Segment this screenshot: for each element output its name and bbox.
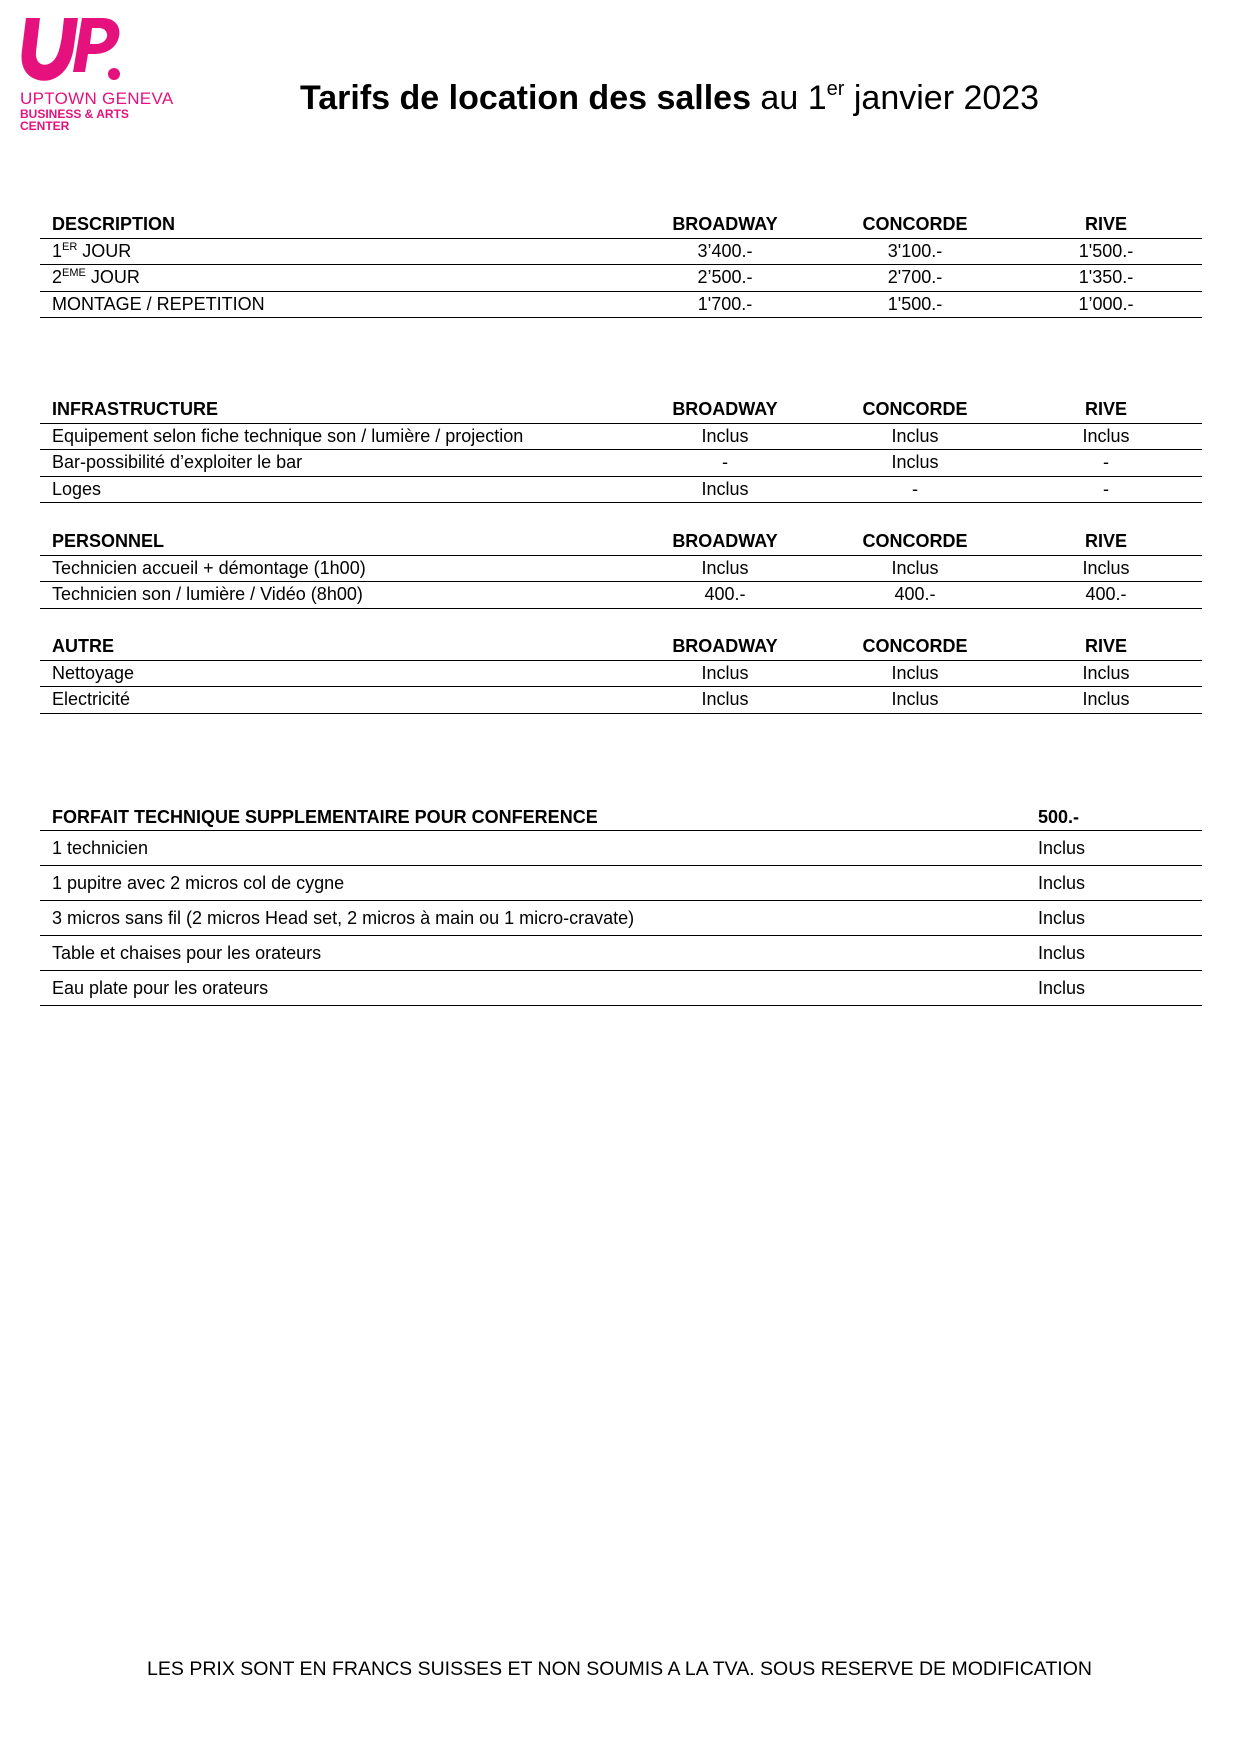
cell-broadway: 1'700.- (630, 291, 820, 318)
cell-broadway: 2’500.- (630, 265, 820, 292)
row-label: Nettoyage (40, 660, 630, 687)
row-label: MONTAGE / REPETITION (40, 291, 630, 318)
cell-rive: Inclus (1010, 423, 1202, 450)
col-header-concorde: CONCORDE (820, 529, 1010, 555)
col-header-broadway: BROADWAY (630, 397, 820, 423)
title-bold: Tarifs de location des salles (300, 79, 751, 117)
row-label: Loges (40, 476, 630, 503)
col-header-concorde: CONCORDE (820, 397, 1010, 423)
cell-concorde: 2'700.- (820, 265, 1010, 292)
row-label: Electricité (40, 687, 630, 714)
col-header-broadway: BROADWAY (630, 212, 820, 238)
cell-broadway: 3’400.- (630, 238, 820, 265)
table-header-row (40, 212, 1202, 238)
infrastructure-table (40, 397, 1202, 503)
table-row (40, 687, 1202, 714)
cell-rive: 1'500.- (1010, 238, 1202, 265)
table-row (40, 291, 1202, 318)
logo-text-line1: UPTOWN GENEVA (20, 89, 174, 108)
cell-broadway: Inclus (630, 687, 820, 714)
cell-rive: 400.- (1010, 582, 1202, 609)
col-header-broadway: BROADWAY (630, 634, 820, 660)
cell-value: Inclus (1006, 936, 1202, 971)
table-header-row (40, 634, 1202, 660)
row-label: 1 technicien (40, 831, 1006, 866)
personnel-table (40, 529, 1202, 609)
table-row (40, 831, 1202, 866)
table-header-row (40, 804, 1202, 831)
cell-concorde: Inclus (820, 555, 1010, 582)
cell-rive: Inclus (1010, 555, 1202, 582)
cell-broadway: 400.- (630, 582, 820, 609)
forfait-price: 500.- (1006, 804, 1202, 831)
table-row (40, 936, 1202, 971)
title-rest-b: janvier 2023 (844, 79, 1040, 117)
cell-value: Inclus (1006, 901, 1202, 936)
footer-note: LES PRIX SONT EN FRANCS SUISSES ET NON SOUMIS A LA TVA. SOUS RESERVE DE MODIFICATION (147, 1658, 1092, 1680)
cell-concorde: Inclus (820, 660, 1010, 687)
autre-table (40, 634, 1202, 714)
col-header-broadway: BROADWAY (630, 529, 820, 555)
title-superscript: er (826, 78, 845, 100)
row-label: Technicien accueil + démontage (1h00) (40, 555, 630, 582)
cell-concorde: Inclus (820, 687, 1010, 714)
cell-concorde: 1'500.- (820, 291, 1010, 318)
col-header-description: DESCRIPTION (40, 212, 630, 238)
uptown-geneva-logo (18, 12, 208, 132)
title-rest-a: au 1 (750, 79, 827, 117)
col-header-autre: AUTRE (40, 634, 630, 660)
cell-value: Inclus (1006, 866, 1202, 901)
cell-concorde: Inclus (820, 450, 1010, 477)
cell-concorde: Inclus (820, 423, 1010, 450)
cell-value: Inclus (1006, 831, 1202, 866)
table-row (40, 423, 1202, 450)
cell-broadway: Inclus (630, 555, 820, 582)
up-logo-mark-icon (18, 12, 128, 92)
col-header-concorde: CONCORDE (820, 634, 1010, 660)
table-row (40, 901, 1202, 936)
col-header-rive: RIVE (1010, 212, 1202, 238)
row-label: Bar-possibilité d’exploiter le bar (40, 450, 630, 477)
table-row (40, 238, 1202, 265)
forfait-table (40, 804, 1202, 1006)
col-header-personnel: PERSONNEL (40, 529, 630, 555)
cell-broadway: Inclus (630, 423, 820, 450)
col-header-concorde: CONCORDE (820, 212, 1010, 238)
row-label: Table et chaises pour les orateurs (40, 936, 1006, 971)
cell-rive: - (1010, 476, 1202, 503)
logo-text-line3: CENTER (20, 119, 70, 133)
table-row (40, 582, 1202, 609)
cell-concorde: - (820, 476, 1010, 503)
col-header-rive: RIVE (1010, 634, 1202, 660)
cell-broadway: Inclus (630, 660, 820, 687)
col-header-infrastructure: INFRASTRUCTURE (40, 397, 630, 423)
table-header-row (40, 529, 1202, 555)
cell-rive: Inclus (1010, 687, 1202, 714)
table-row (40, 450, 1202, 477)
row-label: 2EME JOUR (40, 265, 630, 292)
cell-broadway: Inclus (630, 476, 820, 503)
cell-value: Inclus (1006, 971, 1202, 1006)
cell-concorde: 3'100.- (820, 238, 1010, 265)
row-label: 3 micros sans fil (2 micros Head set, 2 micros à main ou 1 micro-cravate) (40, 901, 1006, 936)
cell-rive: 1’000.- (1010, 291, 1202, 318)
table-row (40, 555, 1202, 582)
table-header-row (40, 397, 1202, 423)
cell-broadway: - (630, 450, 820, 477)
cell-concorde: 400.- (820, 582, 1010, 609)
row-label: Technicien son / lumière / Vidéo (8h00) (40, 582, 630, 609)
logo-text-line2: BUSINESS & ARTS (20, 107, 129, 121)
table-row (40, 265, 1202, 292)
cell-rive: - (1010, 450, 1202, 477)
table-row (40, 971, 1202, 1006)
row-label: Equipement selon fiche technique son / lumière / projection (40, 423, 630, 450)
col-header-forfait: FORFAIT TECHNIQUE SUPPLEMENTAIRE POUR CONFERENCE (40, 804, 1006, 831)
table-row (40, 476, 1202, 503)
cell-rive: Inclus (1010, 660, 1202, 687)
col-header-rive: RIVE (1010, 397, 1202, 423)
cell-rive: 1'350.- (1010, 265, 1202, 292)
description-table (40, 212, 1202, 318)
row-label: 1 pupitre avec 2 micros col de cygne (40, 866, 1006, 901)
col-header-rive: RIVE (1010, 529, 1202, 555)
table-row (40, 866, 1202, 901)
row-label: Eau plate pour les orateurs (40, 971, 1006, 1006)
page-title (300, 78, 1060, 119)
table-row (40, 660, 1202, 687)
row-label: 1ER JOUR (40, 238, 630, 265)
